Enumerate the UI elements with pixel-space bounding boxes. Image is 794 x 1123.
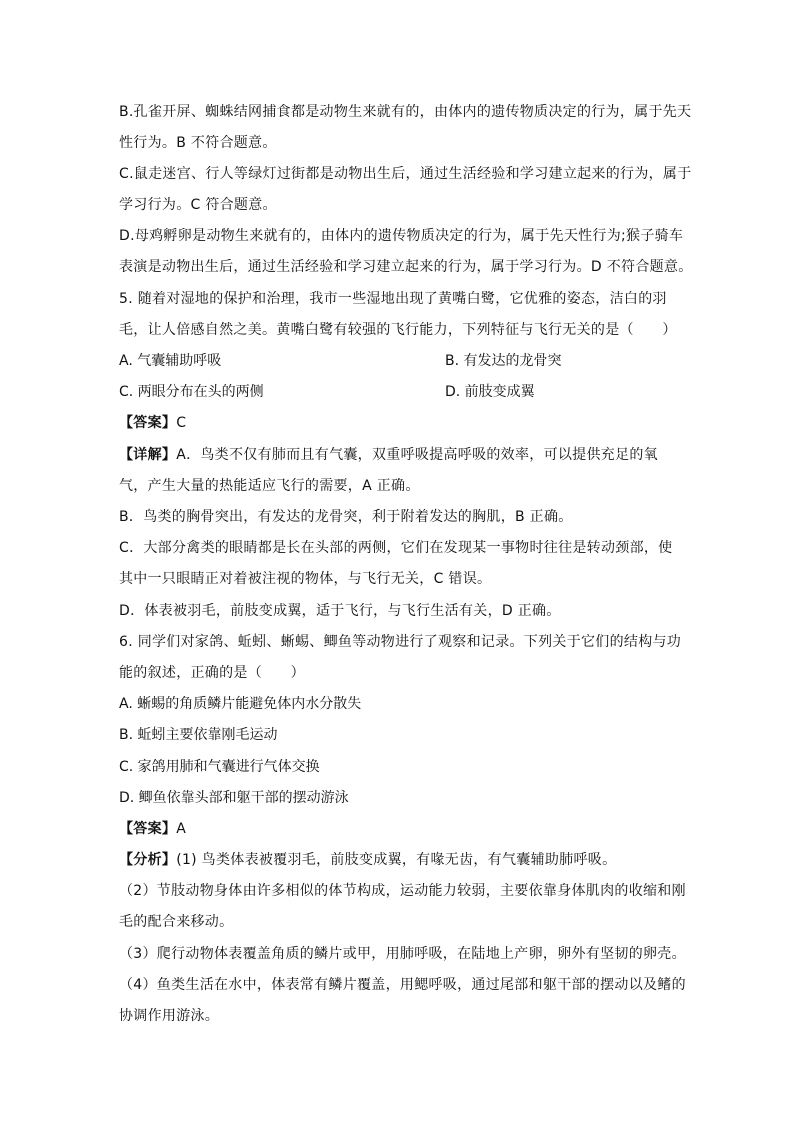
text-line: （3）爬行动物体表覆盖角质的鳞片或甲，用肺呼吸，在陆地上产卵，卵外有坚韧的卵壳。 <box>119 946 686 962</box>
question-6-stem: 6. 同学们对家鸽、蚯蚓、蜥蜴、鲫鱼等动物进行了观察和记录。下列关于它们的结构与功 <box>119 634 682 650</box>
text-line: C．大部分禽类的眼睛都是长在头部的两侧，它们在发现某一事物时往往是转动颈部，使 <box>119 540 673 556</box>
question-6-option-d: D. 鲫鱼依靠头部和躯干部的摆动游泳 <box>119 790 349 806</box>
text-line: D．体表被羽毛，前肢变成翼，适于飞行，与飞行生活有关，D 正确。 <box>119 603 561 619</box>
question-6-option-a: A. 蜥蜴的角质鳞片能避免体内水分散失 <box>119 696 362 712</box>
question-5-option-b: B. 有发达的龙骨突 <box>445 353 562 369</box>
text-line: B．鸟类的胸骨突出，有发达的龙骨突，利于附着发达的胸肌，B 正确。 <box>119 509 573 525</box>
detail-label: 【详解】 <box>119 447 177 463</box>
question-5-option-c: C. 两眼分布在头的两侧 <box>119 384 264 400</box>
detail-5 <box>119 445 689 465</box>
text-line: 协调作用游泳。 <box>119 1008 220 1024</box>
analysis-text: (1) 鸟类体表被覆羽毛，前肢变成翼，有喙无齿，有气囊辅助肺呼吸。 <box>176 852 617 868</box>
answer-5 <box>119 413 689 433</box>
text-line: 性行为。B 不符合题意。 <box>119 135 277 151</box>
detail-text: A．鸟类不仅有肺而且有气囊，双重呼吸提高呼吸的效率，可以提供充足的氧 <box>176 447 658 463</box>
question-5-option-a: A. 气囊辅助呼吸 <box>119 353 222 369</box>
question-5-stem: 毛，让人倍感自然之美。黄嘴白鹭有较强的飞行能力，下列特征与飞行无关的是（ ） <box>119 322 677 338</box>
text-line: 气，产生大量的热能适应飞行的需要，A 正确。 <box>119 478 420 494</box>
answer-6 <box>119 819 689 839</box>
question-5-stem: 5. 随着对湿地的保护和治理，我市一些湿地出现了黄嘴白鹭，它优雅的姿态，洁白的羽 <box>119 291 667 307</box>
question-5-option-d: D. 前肢变成翼 <box>445 384 535 400</box>
text-line: 表演是动物出生后，通过生活经验和学习建立起来的行为，属于学习行为。D 不符合题意。 <box>119 259 693 275</box>
question-6-option-b: B. 蚯蚓主要依靠刚毛运动 <box>119 727 278 743</box>
text-line: C.鼠走迷宫、行人等绿灯过街都是动物出生后，通过生活经验和学习建立起来的行为，属于 <box>119 166 692 182</box>
question-6-stem: 能的叙述，正确的是（ ） <box>119 665 305 681</box>
answer-value: C <box>176 415 187 431</box>
text-line: D.母鸡孵卵是动物生来就有的，由体内的遗传物质决定的行为，属于先天性行为;猴子骑车 <box>119 228 684 244</box>
text-line: 学习行为。C 符合题意。 <box>119 197 277 213</box>
text-line: 其中一只眼睛正对着被注视的物体，与飞行无关，C 错误。 <box>119 571 492 587</box>
analysis-label: 【分析】 <box>119 852 177 868</box>
text-line: （4）鱼类生活在水中，体表常有鳞片覆盖，用鳃呼吸，通过尾部和躯干部的摆动以及鳍的 <box>119 977 686 993</box>
text-line: 毛的配合来移动。 <box>119 914 234 930</box>
text-line: （2）节肢动物身体由许多相似的体节构成，运动能力较弱，主要依靠身体肌肉的收缩和刚 <box>119 883 686 899</box>
text-line: B.孔雀开屏、蜘蛛结网捕食都是动物生来就有的，由体内的遗传物质决定的行为，属于先天 <box>119 104 692 120</box>
answer-label: 【答案】 <box>119 821 177 837</box>
answer-label: 【答案】 <box>119 415 177 431</box>
answer-value: A <box>176 821 187 837</box>
analysis-6 <box>119 850 689 870</box>
question-6-option-c: C. 家鸽用肺和气囊进行气体交换 <box>119 759 320 775</box>
